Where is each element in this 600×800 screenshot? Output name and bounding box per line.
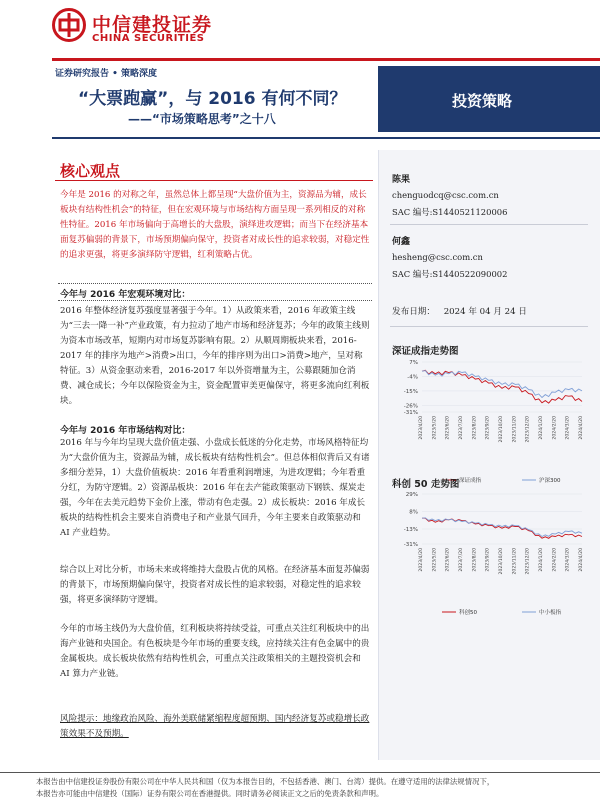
x-tick-label: 2023/6/20: [445, 548, 451, 572]
x-tick-label: 2024/2/20: [552, 548, 558, 572]
legend-label: 中小板指: [539, 610, 562, 616]
legend-label: 沪深300: [539, 478, 561, 484]
series-line: [422, 518, 582, 537]
x-tick-label: 2024/4/20: [579, 548, 584, 572]
x-tick-label: 2023/7/20: [459, 548, 464, 572]
x-tick-label: 2023/9/20: [485, 548, 491, 572]
category-label: 投资策略: [452, 92, 513, 110]
section-title: 核心观点: [60, 162, 121, 180]
footer-disclaimer: [36, 776, 596, 800]
y-tick-label: -13%: [403, 527, 418, 533]
x-tick-label: 2023/5/20: [432, 416, 438, 440]
company-name-en: CHINA SECURITIES: [92, 33, 205, 44]
structure-paragraph: 2016 年与今年均呈现大盘价值走强、小盘成长低迷的分化走势，市场风格特征均为“大盘价值为主，资源品为辅，成长板块有结构性机会”。但总体相似背后又有诸多细分差异，1）大盘价值板块：2016 年看重利润增速，为进攻逻辑；今年看重分红，为防守逻辑。2）资源品板块：2016 年在去产能政策驱动下钢铁、煤炭走强，今年在去美元趋势下金价上涨，带动有色走强。2）成长板块：2016 年成长板块的结构性机会主要来自消费电子和产业景气回升，今年主要来自政策驱动和 AI 产业趋势。: [60, 438, 370, 538]
author-sac: SAC 编号:S1440522090002: [392, 269, 508, 279]
structure-heading: 今年与 2016 年市场结构对比：: [60, 426, 191, 436]
series-line: [422, 371, 582, 398]
company-name-cn: 中信建投证券: [92, 14, 213, 36]
footer-line: 本报告亦可能由中信建投（国际）证券有限公司在香港提供。同时请务必阅读正文之后的免责条款和声明。: [36, 789, 384, 798]
y-tick-label: -31%: [403, 410, 418, 416]
publish-date: [392, 305, 527, 317]
x-tick-label: 2024/4/20: [579, 416, 584, 440]
publish-date-value: 2024 年 04 月 24 日: [443, 307, 527, 317]
x-tick-label: 2023/12/20: [525, 416, 531, 443]
x-tick-label: 2023/6/20: [445, 416, 451, 440]
risk-warning: 风险提示：地缘政治风险、海外美联储紧缩程度超预期、国内经济复苏或稳增长政策效果不及预期。: [60, 714, 370, 739]
report-subtitle: ——“市场策略思考”之十八: [128, 112, 276, 126]
logo-mark-icon: [52, 8, 86, 42]
legend-label: 深证成指: [459, 478, 482, 484]
footer-divider: [0, 772, 600, 773]
x-tick-label: 2023/9/20: [485, 416, 491, 440]
author-sac: SAC 编号:S1440521120006: [392, 207, 508, 217]
outlook-paragraph: 今年的市场主线仍为大盘价值，红利板块将持续受益，可重点关注红利板块中的出海产业链和央国企。有色板块是今年市场的重要支线，应持续关注有色金属中的贵金属板块。成长板块依然有结构性机会，可重点关注政策相关的主题投资机会和 AI 算力产业链。: [60, 624, 370, 679]
publish-date-label: 发布日期：: [392, 307, 435, 317]
author-email[interactable]: hesheng@csc.com.cn: [392, 252, 483, 262]
x-tick-label: 2024/2/20: [552, 416, 558, 440]
author-name: 何鑫: [392, 237, 411, 247]
x-tick-label: 2024/1/20: [539, 548, 544, 572]
chart-szse-component: [390, 358, 590, 488]
report-title: “大票跑赢”，与 2016 有何不同？: [78, 89, 347, 109]
date-divider: [390, 326, 588, 327]
author-email[interactable]: chenguodcq@csc.com.cn: [392, 190, 499, 200]
summary-paragraph: 综合以上对比分析，市场未来或将维持大盘股占优的风格。在经济基本面复苏偏弱的背景下，市场预期偏向保守，投资者对成长性的追求较弱，对稳定性的追求较强，将更多演绎防守逻辑。: [60, 565, 370, 605]
x-tick-label: 2024/3/20: [565, 416, 571, 440]
y-tick-label: 29%: [405, 492, 418, 498]
macro-paragraph: 2016 年整体经济复苏强度显著强于今年。1）从政策来看，2016 年政策主线为“三去一降一补”产业政策，有力拉动了地产市场和经济复苏；今年的政策主线则为资本市场改革，短期内对市场复苏影响有限。2）从顺周期板块来看，2016-2017 年的排序为地产>消费>出口，今年的排序则为出口>消费>地产，呈对称特征。3）从资金驱动来看，2016-2017 年以外资增量为主，公募跟随加仓消费、减仓成长；今年以保险资金为主，资金配置审美更偏保守，将更多流向红利板块。: [60, 306, 370, 406]
dotted-divider: [58, 283, 372, 284]
footer-line: 本报告由中信建投证券股份有限公司在中华人民共和国（仅为本报告目的，不包括香港、澳门、台湾）提供。在遵守适用的法律法规情况下，: [36, 777, 495, 786]
top-divider: [52, 58, 600, 61]
y-tick-label: 7%: [409, 360, 418, 366]
author-divider: [390, 224, 588, 225]
core-view-paragraph: 今年是 2016 的对称之年，虽然总体上都呈现“大盘价值为主，资源品为辅，成长板块有结构性机会”的特征，但在宏观环境与市场结构方面呈现一系列相反的对称性特征。2016 年市场偏向于高增长的大盘股，演绎进攻逻辑；而当下在经济基本面复苏偏弱的背景下，市场预期偏向保守，投资者对成长性的追求较弱，对稳定性的追求更强，将更多演绎防守逻辑，红利策略占优。: [60, 190, 370, 260]
author-name: 陈果: [392, 175, 411, 185]
x-tick-label: 2023/10/20: [499, 548, 504, 575]
y-tick-label: 8%: [409, 509, 418, 516]
macro-heading: 今年与 2016 年宏观环境对比：: [60, 290, 191, 300]
legend-label: 科创50: [459, 610, 477, 616]
y-tick-label: -26%: [403, 403, 418, 410]
header-divider: [52, 137, 600, 139]
chart1-title: 深证成指走势图: [392, 346, 459, 357]
y-tick-label: -15%: [403, 388, 418, 395]
x-tick-label: 2023/4/20: [419, 548, 424, 572]
x-tick-label: 2023/7/20: [459, 416, 464, 440]
x-tick-label: 2023/5/20: [432, 548, 438, 572]
company-logo: [52, 8, 272, 48]
dotted-divider: [58, 300, 372, 301]
y-tick-label: -4%: [407, 374, 418, 381]
x-tick-label: 2023/8/20: [472, 416, 478, 440]
series-line: [422, 370, 582, 403]
chart2-title: 科创 50 走势图: [392, 479, 460, 490]
x-tick-label: 2023/11/20: [512, 416, 518, 443]
x-tick-label: 2023/11/20: [512, 548, 518, 575]
y-tick-label: -31%: [403, 542, 418, 548]
report-type: 证券研究报告 • 策略深度: [55, 69, 158, 79]
chart-star50: [390, 490, 590, 620]
x-tick-label: 2024/3/20: [565, 548, 571, 572]
x-tick-label: 2024/1/20: [539, 416, 544, 440]
section-divider: [55, 180, 373, 181]
series-line: [422, 518, 582, 538]
x-tick-label: 2023/8/20: [472, 548, 478, 572]
x-tick-label: 2023/4/20: [419, 416, 424, 440]
x-tick-label: 2023/12/20: [525, 548, 531, 575]
x-tick-label: 2023/10/20: [499, 416, 504, 443]
